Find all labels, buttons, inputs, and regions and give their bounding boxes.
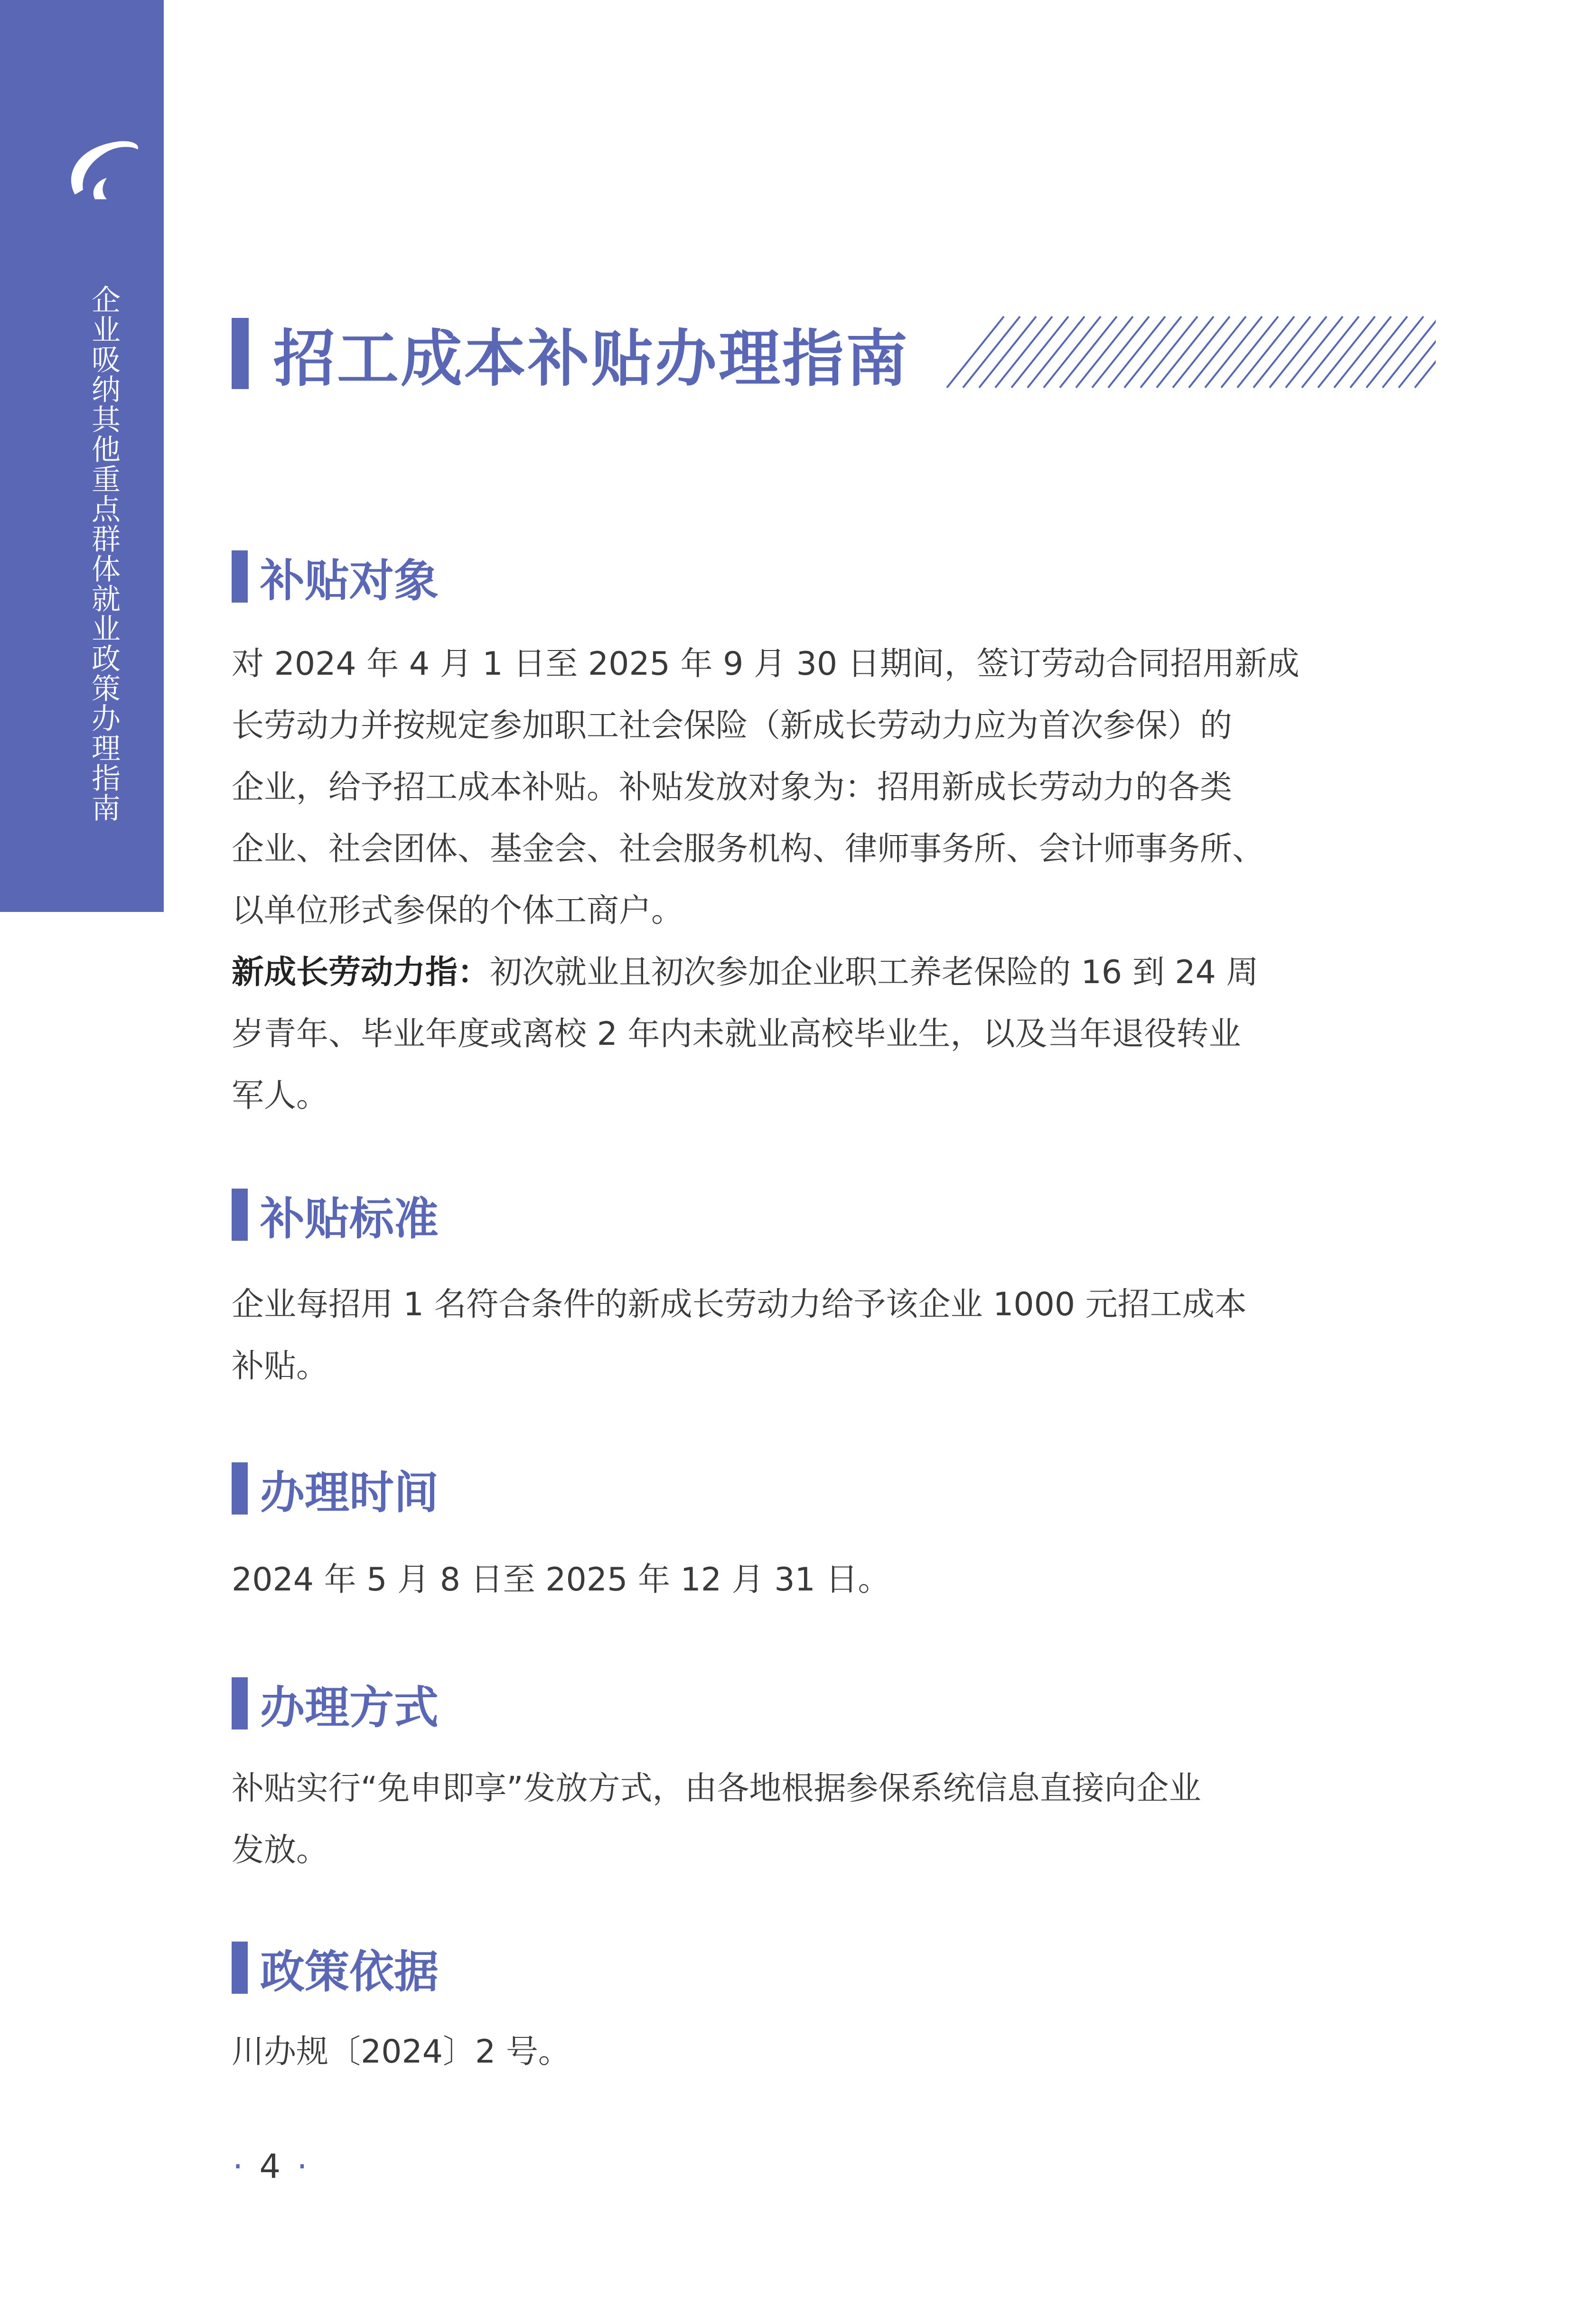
- section-heading-method: [232, 1677, 439, 1734]
- hatch-line: [1092, 316, 1149, 388]
- hatch-line: [947, 316, 1004, 388]
- hatch-line: [1237, 316, 1294, 388]
- paragraph-time: [232, 1549, 1337, 1611]
- hatch-line: [1350, 316, 1407, 388]
- hatch-line: [1221, 316, 1278, 388]
- section-heading-time: [232, 1462, 439, 1519]
- paragraph-standard: [232, 1274, 1337, 1397]
- hatch-line: [1302, 316, 1359, 388]
- hatch-line: [1366, 316, 1423, 388]
- text-line: 对 2024 年 4 月 1 日至 2025 年 9 月 30 日期间，签订劳动合同招用新成: [232, 645, 1300, 683]
- hatch-line: [1286, 316, 1343, 388]
- hatch-line: [1044, 316, 1101, 388]
- hatch-line: [1076, 316, 1133, 388]
- page-title-text: 招工成本补贴办理指南: [273, 322, 910, 395]
- hatch-line: [1205, 316, 1262, 388]
- hatch-line: [1011, 316, 1068, 388]
- definition-label: 新成长劳动力指：: [232, 954, 490, 991]
- page-number-value: 4: [259, 2147, 284, 2186]
- section-title: 政策依据: [260, 1946, 439, 1998]
- text-line: 以单位形式参保的个体工商户。: [232, 892, 684, 930]
- text-line: 川办规〔2024〕2 号。: [232, 2033, 570, 2071]
- page-number-dot-left: ·: [233, 2147, 246, 2186]
- section-title: 办理时间: [260, 1467, 439, 1519]
- sidebar-band: [0, 0, 164, 912]
- section-heading-basis: [232, 1942, 439, 1998]
- hatch-line: [1108, 316, 1165, 388]
- definition-text: 初次就业且初次参加企业职工养老保险的 16 到 24 周: [490, 954, 1259, 991]
- section-heading-standard: [232, 1189, 439, 1245]
- paragraph-method: [232, 1758, 1337, 1881]
- hatch-line: [979, 316, 1036, 388]
- hatch-line: [1270, 316, 1327, 388]
- hatch-line: [1334, 316, 1391, 388]
- hatch-line: [1189, 316, 1246, 388]
- hatch-line: [963, 316, 1020, 388]
- hatch-line: [1173, 316, 1230, 388]
- heading-accent-bar: [232, 1677, 248, 1729]
- section-title: 补贴标准: [260, 1193, 439, 1245]
- text-line: 长劳动力并按规定参加职工社会保险（新成长劳动力应为首次参保）的: [232, 707, 1233, 744]
- section-title: 办理方式: [260, 1682, 439, 1734]
- hatch-line: [1124, 316, 1181, 388]
- sidebar-vertical-title: 企业吸纳其他重点群体就业政策办理指南: [87, 285, 121, 823]
- text-line: 军人。: [232, 1077, 329, 1115]
- page-number-dot-right: ·: [297, 2147, 310, 2186]
- swirl-logo-icon: [62, 128, 142, 209]
- hatch-line: [1415, 316, 1436, 388]
- paragraph-basis: [232, 2021, 1337, 2083]
- heading-accent-bar: [232, 1462, 248, 1515]
- hatch-line: [1318, 316, 1375, 388]
- text-line: 企业、社会团体、基金会、社会服务机构、律师事务所、会计师事务所、: [232, 830, 1265, 868]
- hatch-decoration: [942, 314, 1436, 390]
- text-line: 补贴实行“免申即享”发放方式，由各地根据参保系统信息直接向企业: [232, 1770, 1201, 1807]
- text-line: 补贴。: [232, 1348, 329, 1385]
- text-line: 企业每招用 1 名符合条件的新成长劳动力给予该企业 1000 元招工成本: [232, 1286, 1247, 1323]
- heading-accent-bar: [232, 1189, 248, 1241]
- heading-accent-bar: [232, 550, 248, 603]
- definition-line: [232, 942, 1337, 1004]
- text-line: 发放。: [232, 1831, 329, 1869]
- text-line: 2024 年 5 月 8 日至 2025 年 12 月 31 日。: [232, 1561, 890, 1599]
- hatch-line: [1157, 316, 1214, 388]
- hatch-line: [1028, 316, 1085, 388]
- hatch-line: [1060, 316, 1117, 388]
- heading-accent-bar: [232, 1942, 248, 1994]
- paragraph-target: [232, 633, 1337, 1127]
- page-title: [232, 318, 910, 395]
- hatch-line: [1253, 316, 1310, 388]
- text-line: 企业，给予招工成本补贴。补贴发放对象为：招用新成长劳动力的各类: [232, 769, 1233, 806]
- hatch-line: [995, 316, 1052, 388]
- page-number: [233, 2147, 310, 2186]
- hatch-line: [1141, 316, 1197, 388]
- section-heading-target: [232, 550, 439, 607]
- text-line: 岁青年、毕业年度或离校 2 年内未就业高校毕业生，以及当年退役转业: [232, 1015, 1241, 1053]
- section-title: 补贴对象: [260, 555, 439, 607]
- title-accent-bar: [232, 318, 249, 389]
